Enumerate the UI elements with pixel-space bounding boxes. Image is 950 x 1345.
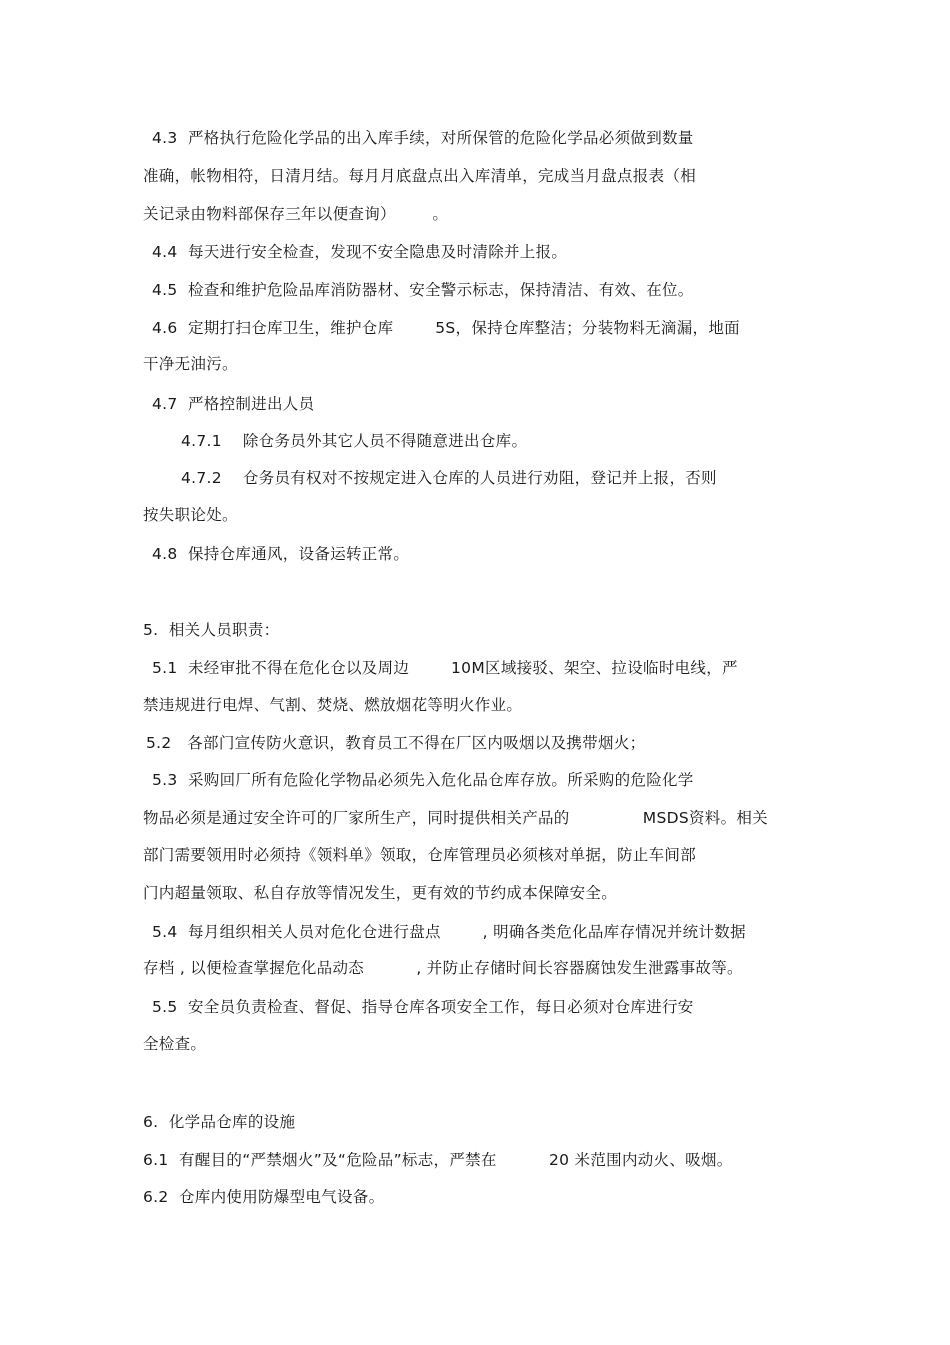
clause-6-2: 6.2 仓库内使用防爆型电气设备。 bbox=[143, 1188, 385, 1206]
section-6-heading: 6. 化学品仓库的设施 bbox=[143, 1113, 296, 1131]
clause-5-4-line-2: 存档 , 以便检查掌握危化品动态 , 并防止存储时间长容器腐蚀发生泄露事故等。 bbox=[143, 959, 743, 977]
clause-4-3-line-2: 准确，帐物相符，日清月结。每月月底盘点出入库清单，完成当月盘点报表（相 bbox=[143, 167, 697, 185]
clause-5-3-line-2: 物品必须是通过安全许可的厂家所生产，同时提供相关产品的 MSDS资料。相关 bbox=[143, 809, 768, 827]
clause-5-3-line-1: 5.3 采购回厂所有危险化学物品必须先入危化品仓库存放。所采购的危险化学 bbox=[152, 771, 694, 789]
clause-4-7-2-line-1: 4.7.2 仓务员有权对不按规定进入仓库的人员进行劝阻，登记并上报，否则 bbox=[181, 469, 717, 487]
section-5-heading: 5. 相关人员职责： bbox=[143, 621, 280, 639]
clause-4-7: 4.7 严格控制进出人员 bbox=[152, 395, 315, 413]
clause-4-5: 4.5 检查和维护危险品库消防器材、安全警示标志，保持清洁、有效、在位。 bbox=[152, 281, 694, 299]
clause-5-3-line-3: 部门需要领用时必须持《领料单》领取，仓库管理员必须核对单据，防止车间部 bbox=[143, 846, 697, 864]
clause-5-5-line-1: 5.5 安全员负责检查、督促、指导仓库各项安全工作，每日必须对仓库进行安 bbox=[152, 998, 694, 1016]
clause-4-6-line-1: 4.6 定期打扫仓库卫生，维护仓库 5S，保持仓库整洁；分装物料无滴漏，地面 bbox=[152, 319, 740, 337]
clause-4-3-line-1: 4.3 严格执行危险化学品的出入库手续，对所保管的危险化学品必须做到数量 bbox=[152, 129, 694, 147]
clause-4-7-1: 4.7.1 除仓务员外其它人员不得随意进出仓库。 bbox=[181, 432, 528, 450]
clause-5-1-line-2: 禁违规进行电焊、气割、焚烧、燃放烟花等明火作业。 bbox=[143, 696, 523, 714]
clause-5-4-line-1: 5.4 每月组织相关人员对危化仓进行盘点 , 明确各类危化品库存情况并统计数据 bbox=[152, 923, 746, 941]
clause-4-4: 4.4 每天进行安全检查，发现不安全隐患及时清除并上报。 bbox=[152, 243, 568, 261]
clause-4-6-line-2: 干净无油污。 bbox=[143, 355, 238, 373]
clause-4-7-2-line-2: 按失职论处。 bbox=[143, 506, 238, 524]
clause-4-3-line-3: 关记录由物料部保存三年以便查询） 。 bbox=[143, 205, 449, 223]
clause-5-5-line-2: 全检查。 bbox=[143, 1035, 207, 1053]
clause-5-1-line-1: 5.1 未经审批不得在危化仓以及周边 10M区域接驳、架空、拉设临时电线，严 bbox=[152, 659, 738, 677]
clause-4-8: 4.8 保持仓库通风，设备运转正常。 bbox=[152, 545, 410, 563]
clause-5-2: 5.2 各部门宣传防火意识，教育员工不得在厂区内吸烟以及携带烟火； bbox=[146, 734, 646, 752]
clause-5-3-line-4: 门内超量领取、私自存放等情况发生，更有效的节约成本保障安全。 bbox=[143, 884, 618, 902]
clause-6-1: 6.1 有醒目的“严禁烟火”及“危险品”标志，严禁在 20 米范围内动火、吸烟。 bbox=[143, 1151, 733, 1169]
